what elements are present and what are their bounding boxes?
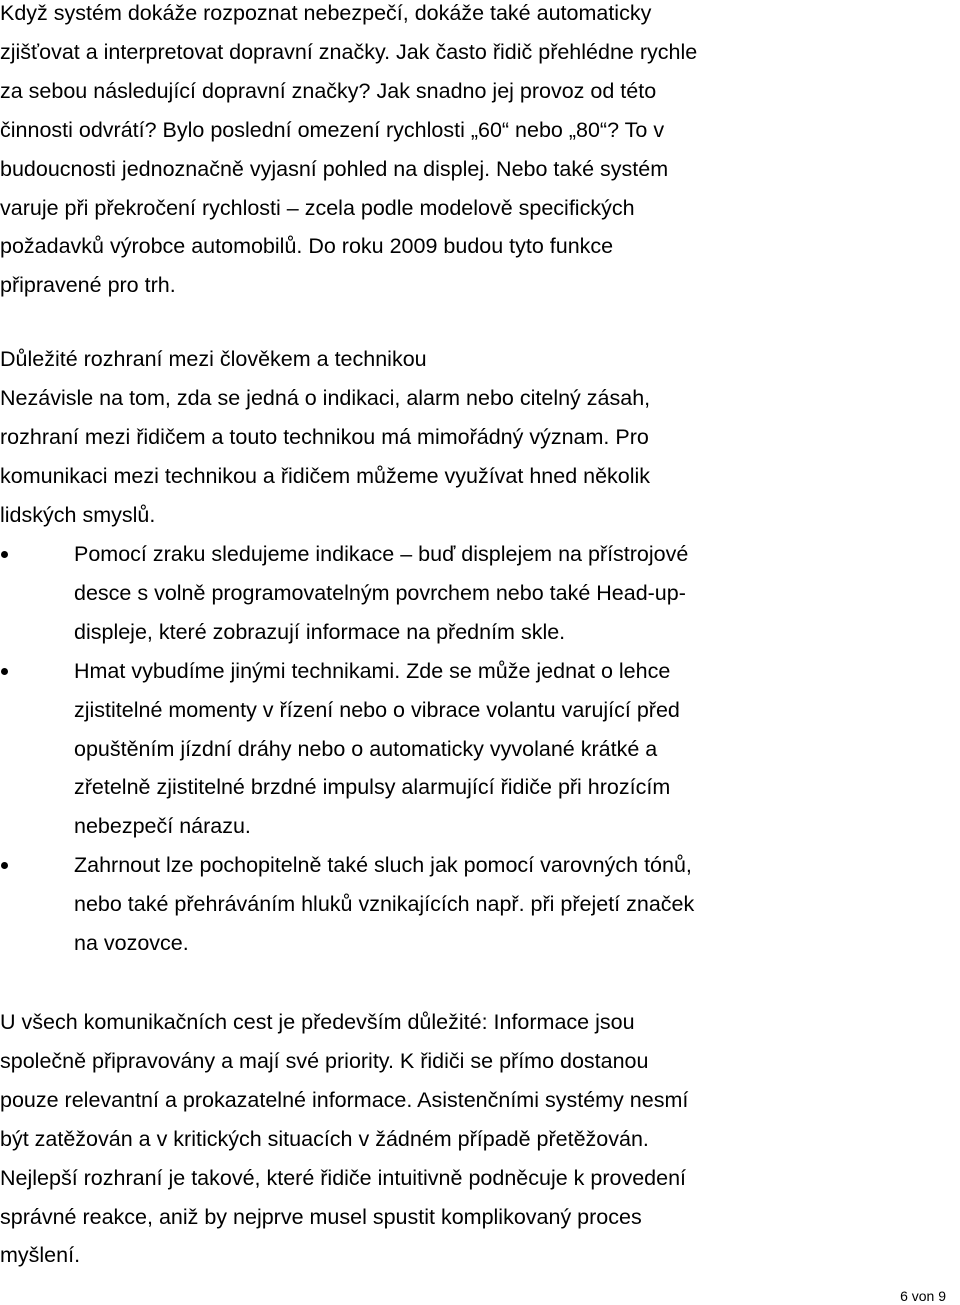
bullet-icon (1, 551, 8, 558)
paragraph-communication: U všech komunikačních cest je především důležité: Informace jsou společně připravovány a mají své priority. K řidiči se přímo dostanou pouze relevantní a prokazatelné informace. Asistenčními systémy nesmí být zatěžován a v kritických situacích v žádném případě přetěžován. Nejlepší rozhraní je takové, které řidiče intuitivně podněcuje k provedení správné reakce, aniž by nejprve musel spustit komplikovaný proces myšlení. (0, 1010, 689, 1268)
section-heading: Důležité rozhraní mezi člověkem a technikou (0, 347, 427, 371)
list-item-hearing (0, 846, 720, 963)
list-item-text: Pomocí zraku sledujeme indikace – buď displejem na přístrojové desce s volně programovatelným povrchem nebo také Head-up-displeje, které zobrazují informace na předním skle. (74, 542, 689, 644)
bullet-icon (1, 668, 8, 675)
paragraph-traffic-signs: Když systém dokáže rozpoznat nebezpečí, dokáže také automaticky zjišťovat a interpretovat dopravní značky. Jak často řidič přehlédne rychle za sebou následující dopravní značky? Jak snadno jej provoz od této činnosti odvrátí? Bylo poslední omezení rychlosti „60“ nebo „80“? To v budoucnosti jednoznačně vyjasní pohled na displej. Nebo také systém varuje při překročení rychlosti – zcela podle modelově specifických požadavků výrobce automobilů. Do roku 2009 budou tyto funkce připravené pro trh. (0, 1, 698, 298)
list-item-touch (0, 652, 720, 847)
page-number: 6 von 9 (900, 1288, 946, 1304)
paragraph-interface: Nezávisle na tom, zda se jedná o indikaci, alarm nebo citelný zásah, rozhraní mezi řidičem a touto technikou má mimořádný význam. Pro komunikaci mezi technikou a řidičem můžeme využívat hned několik lidských smyslů. (0, 386, 651, 527)
senses-bullet-list (0, 535, 720, 963)
bullet-icon (1, 862, 8, 869)
list-item-sight (0, 535, 720, 652)
list-item-text: Hmat vybudíme jinými technikami. Zde se může jednat o lehce zjistitelné momenty v řízení nebo o vibrace volantu varující před opuštěním jízdní dráhy nebo o automaticky vyvolané krátké a zřetelně zjistitelné brzdné impulsy alarmující řidiče při hrozícím nebezpečí nárazu. (74, 658, 680, 839)
list-item-text: Zahrnout lze pochopitelně také sluch jak pomocí varovných tónů, nebo také přehráváním hluků vznikajících např. při přejetí značek na vozovce. (74, 853, 695, 956)
